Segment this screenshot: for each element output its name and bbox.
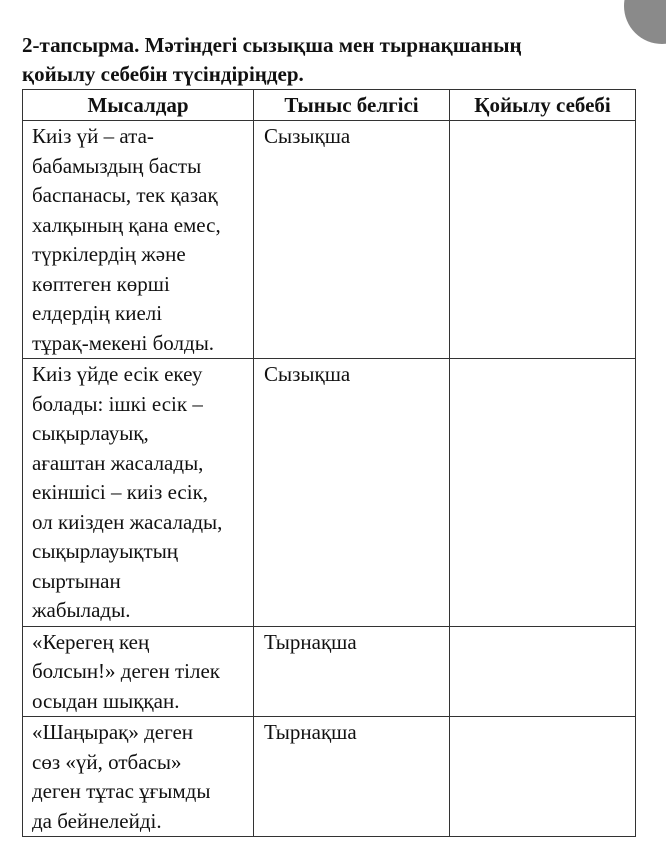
example-cell xyxy=(23,717,254,837)
example-line: жабылады. xyxy=(32,598,131,622)
example-cell xyxy=(23,626,254,717)
example-line: елдердің киелі xyxy=(32,301,163,325)
punctuation-mark-text: Тырнақша xyxy=(264,629,357,654)
reason-cell[interactable] xyxy=(450,717,636,837)
punctuation-mark-text: Тырнақша xyxy=(264,720,357,744)
punctuation-cell xyxy=(254,717,450,837)
punctuation-mark-text: Сызықша xyxy=(264,124,351,148)
example-line: көптеген көрші xyxy=(32,271,170,296)
punctuation-table xyxy=(22,89,636,837)
reason-cell[interactable] xyxy=(450,121,636,359)
task-heading-line: 2-тапсырма. Мәтіндегі сызықша мен тырнақшаның xyxy=(22,33,522,57)
example-line: сөз «үй, отбасы» xyxy=(32,749,182,774)
task-heading-line: қойылу себебін түсіндіріңдер. xyxy=(22,62,304,86)
example-line: екіншісі – киіз есік, xyxy=(32,480,209,504)
header-examples: Мысалдар xyxy=(23,90,254,121)
example-line: осыдан шыққан. xyxy=(32,688,180,713)
punctuation-mark-text: Сызықша xyxy=(264,362,351,386)
example-line: деген тұтас ұғымды xyxy=(32,779,211,803)
punctuation-cell xyxy=(254,359,450,627)
example-line: «Керегең кең xyxy=(32,629,150,654)
example-line: түркілердің және xyxy=(32,242,186,266)
example-line: болсын!» деген тілек xyxy=(32,659,220,683)
example-line: «Шаңырақ» деген xyxy=(32,720,194,744)
header-reason: Қойылу себебі xyxy=(450,90,636,121)
example-line: да бейнелейді. xyxy=(32,808,162,833)
reason-cell[interactable] xyxy=(450,626,636,717)
example-line: сықырлауықтың xyxy=(32,539,179,563)
task-heading xyxy=(22,31,622,89)
corner-overlay-button[interactable] xyxy=(624,0,666,44)
example-line: ол киізден жасалады, xyxy=(32,509,223,534)
table-row xyxy=(23,717,636,837)
punctuation-cell xyxy=(254,626,450,717)
example-cell xyxy=(23,121,254,359)
table-row xyxy=(23,626,636,717)
example-line: ағаштан жасалады, xyxy=(32,450,204,475)
table-header-row xyxy=(23,90,636,121)
table-row xyxy=(23,121,636,359)
example-line: сыртынан xyxy=(32,568,121,593)
example-cell xyxy=(23,359,254,627)
example-line: тұрақ-мекені болды. xyxy=(32,330,215,355)
header-punctuation-mark: Тыныс белгісі xyxy=(254,90,450,121)
punctuation-cell xyxy=(254,121,450,359)
example-line: бабамыздың басты xyxy=(32,153,202,178)
example-line: баспанасы, тек қазақ xyxy=(32,183,218,207)
reason-cell[interactable] xyxy=(450,359,636,627)
table-row xyxy=(23,359,636,627)
example-line: болады: ішкі есік – xyxy=(32,391,203,416)
example-line: Киіз үй – ата- xyxy=(32,124,154,148)
example-line: Киіз үйде есік екеу xyxy=(32,362,203,386)
example-line: халқының қана емес, xyxy=(32,212,221,237)
example-line: сықырлауық, xyxy=(32,421,149,445)
